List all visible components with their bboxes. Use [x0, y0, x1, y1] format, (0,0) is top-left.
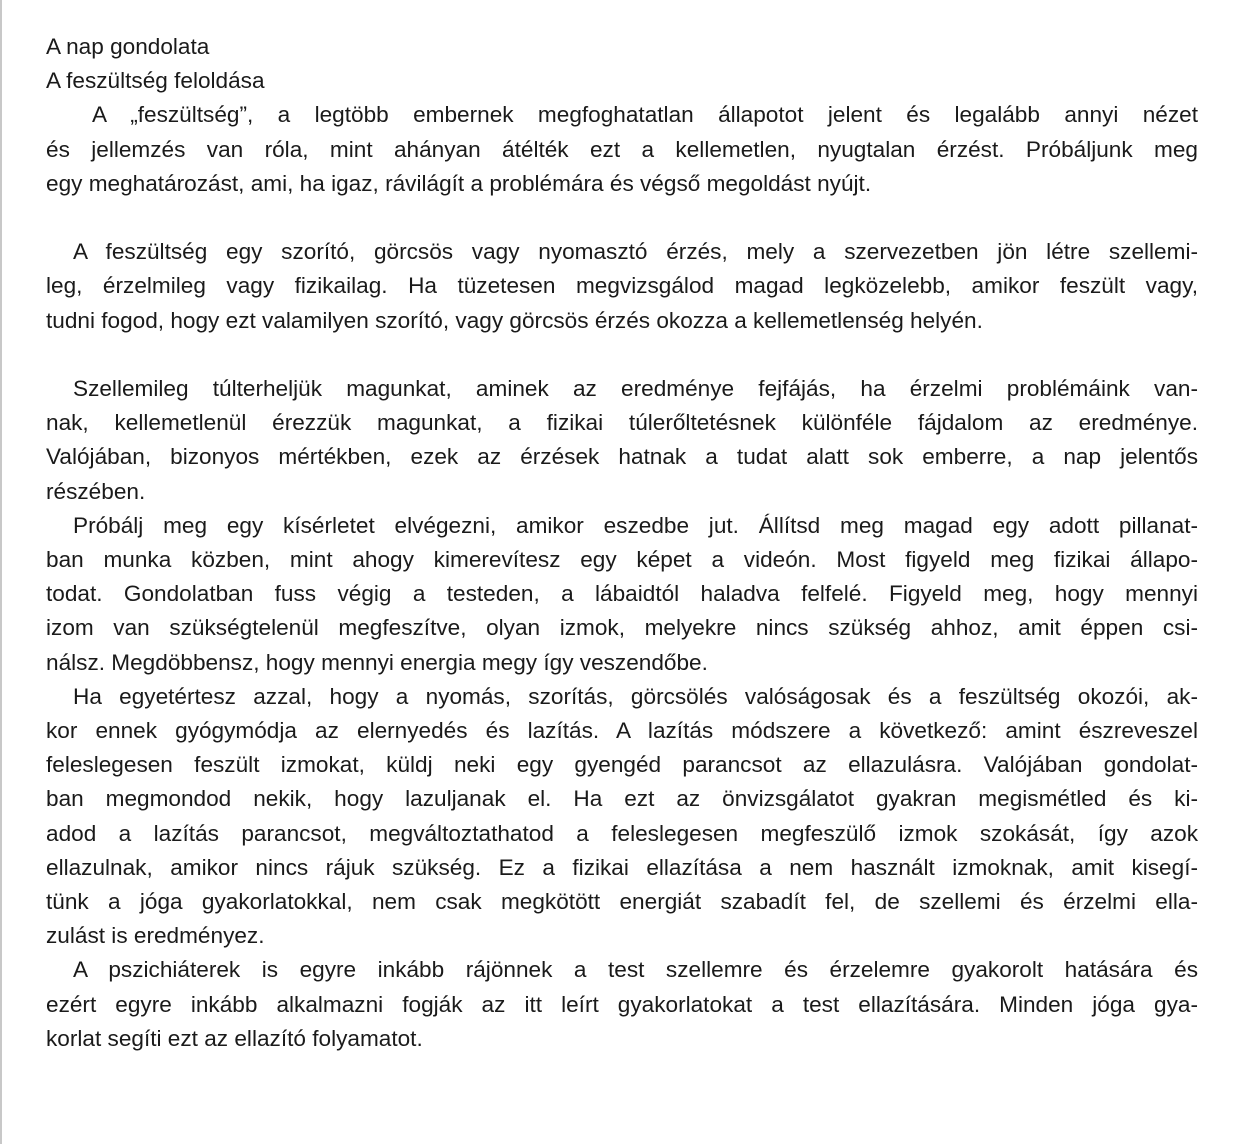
paragraph-line: Ha egyetértesz azzal, hogy a nyomás, szorítás, görcsölés valóságosak és a feszültség okozói, ak-: [73, 683, 1198, 709]
paragraph-line: ban megmondod nekik, hogy lazuljanak el. Ha ezt az önvizsgálatot gyakran megismétled és ki-: [46, 786, 1198, 812]
paragraph-line: zulást is eredményez.: [46, 923, 265, 949]
paragraph-line: Valójában, bizonyos mértékben, ezek az érzések hatnak a tudat alatt sok emberre, a nap jelentős: [46, 444, 1198, 470]
document-subtitle: A feszültség feloldása: [46, 68, 265, 94]
paragraph-line: tudni fogod, hogy ezt valamilyen szorító, vagy görcsös érzés okozza a kellemetlenség helyén.: [46, 307, 983, 333]
paragraph-5: [46, 680, 1198, 954]
paragraph-line: ellazulnak, amikor nincs rájuk szükség. Ez a fizikai ellazítása a nem használt izmoknak, amit kisegí-: [46, 854, 1198, 880]
paragraph-line: A „feszültség”, a legtöbb embernek megfoghatatlan állapotot jelent és legalább annyi nézet: [92, 102, 1198, 128]
paragraph-line: feleslegesen feszült izmokat, küldj neki egy gyengéd parancsot az ellazulásra. Valójában gondolat-: [46, 752, 1198, 778]
paragraph-6: [46, 953, 1198, 1056]
paragraph-line: korlat segíti ezt az ellazító folyamatot.: [46, 1025, 423, 1051]
paragraph-spacer: [46, 338, 1198, 372]
paragraph-line: ezért egyre inkább alkalmazni fogják az itt leírt gyakorlatokat a test ellazítására. Minden jóga gya-: [46, 991, 1198, 1017]
paragraph-line: részében.: [46, 478, 146, 504]
paragraph-line: izom van szükségtelenül megfeszítve, olyan izmok, melyekre nincs szükség ahhoz, amit éppen csi-: [46, 615, 1198, 641]
paragraph-spacer: [46, 201, 1198, 235]
page-left-border: [0, 0, 2, 1144]
paragraph-line: és jellemzés van róla, mint ahányan átélték ezt a kellemetlen, nyugtalan érzést. Próbáljunk meg: [46, 136, 1198, 162]
paragraph-line: A pszichiáterek is egyre inkább rájönnek a test szellemre és érzelemre gyakorolt hatására és: [73, 957, 1198, 983]
paragraph-2: [46, 235, 1198, 338]
paragraph-line: A feszültség egy szorító, görcsös vagy nyomasztó érzés, mely a szervezetben jön létre szellemi-: [73, 239, 1198, 265]
paragraph-line: todat. Gondolatban fuss végig a testeden, a lábaidtól haladva felfelé. Figyeld meg, hogy mennyi: [46, 581, 1198, 607]
paragraph-line: nálsz. Megdöbbensz, hogy mennyi energia megy így veszendőbe.: [46, 649, 708, 675]
paragraph-line: adod a lazítás parancsot, megváltoztathatod a feleslegesen megfeszülő izmok szokását, így azok: [46, 820, 1198, 846]
paragraph-4: [46, 509, 1198, 680]
document-title: A nap gondolata: [46, 34, 210, 59]
paragraph-line: nak, kellemetlenül érezzük magunkat, a fizikai túlerőltetésnek különféle fájdalom az eredménye.: [46, 410, 1198, 436]
paragraph-line: kor ennek gyógymódja az elernyedés és lazítás. A lazítás módszere a következő: amint észreveszel: [46, 718, 1198, 744]
paragraph-line: Próbálj meg egy kísérletet elvégezni, amikor eszedbe jut. Állítsd meg magad egy adott pillanat-: [73, 512, 1198, 538]
document-body: [46, 30, 1198, 1056]
paragraph-3: [46, 372, 1198, 509]
paragraph-1: [46, 98, 1198, 201]
paragraph-line: ban munka közben, mint ahogy kimerevítesz egy képet a videón. Most figyeld meg fizikai állapo-: [46, 547, 1198, 573]
paragraph-line: tünk a jóga gyakorlatokkal, nem csak megkötött energiát szabadít fel, de szellemi és érzelmi ella-: [46, 889, 1198, 915]
paragraph-line: Szellemileg túlterheljük magunkat, aminek az eredménye fejfájás, ha érzelmi problémáink van-: [73, 376, 1198, 401]
paragraph-line: leg, érzelmileg vagy fizikailag. Ha tüzetesen megvizsgálod magad legközelebb, amikor feszült vagy,: [46, 273, 1198, 299]
paragraph-line: egy meghatározást, ami, ha igaz, rávilágít a problémára és végső megoldást nyújt.: [46, 170, 872, 196]
